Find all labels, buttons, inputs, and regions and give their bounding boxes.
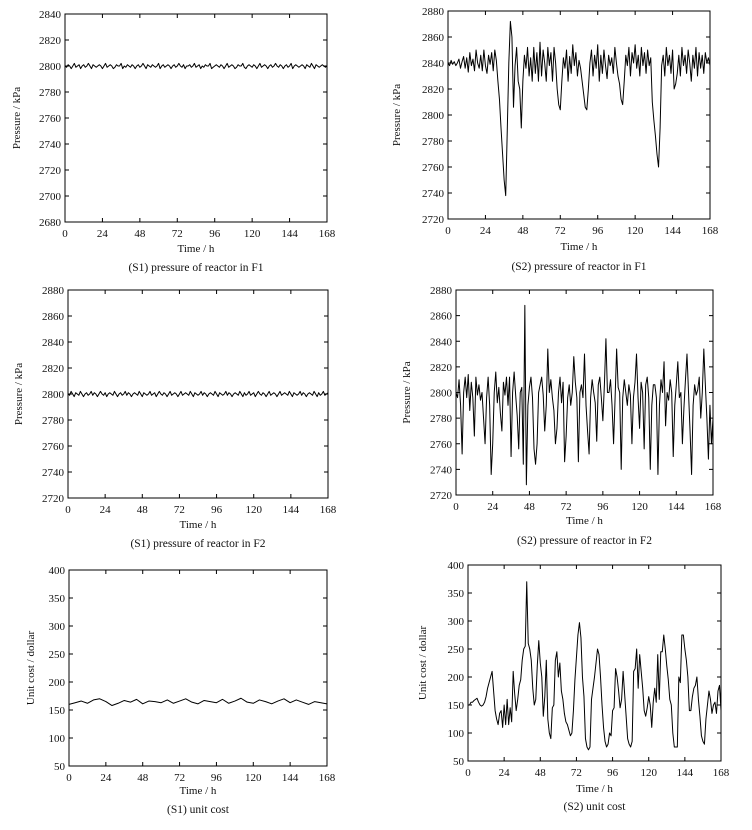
chart-caption: (S2) pressure of reactor in F1 [511, 261, 647, 273]
y-tick-label: 2700 [39, 191, 61, 203]
x-tick-label: 144 [676, 767, 694, 779]
y-tick-label: 2740 [422, 188, 444, 200]
chart-panel-s2-f1 [391, 6, 719, 273]
y-tick-label: 2800 [430, 387, 452, 400]
x-tick-label: 48 [137, 772, 149, 784]
y-tick-label: 2740 [39, 139, 61, 151]
x-tick-label: 0 [465, 767, 471, 779]
x-tick-label: 168 [704, 501, 722, 513]
x-tick-label: 24 [99, 504, 111, 516]
x-tick-label: 48 [136, 504, 148, 516]
series-line-s1-f1-0 [65, 63, 327, 68]
y-axis-title: Pressure / kPa [13, 362, 25, 426]
y-tick-label: 2820 [42, 363, 64, 375]
x-axis-title: Time / h [179, 785, 217, 797]
y-axis-title: Pressure / kPa [391, 83, 403, 147]
y-tick-label: 2840 [39, 9, 61, 21]
series-line-s2-f1-0 [448, 21, 710, 195]
y-tick-label: 2720 [430, 490, 452, 502]
y-tick-label: 2760 [42, 441, 64, 453]
x-tick-label: 96 [211, 504, 223, 516]
x-tick-label: 168 [712, 767, 730, 779]
x-tick-label: 120 [245, 504, 262, 516]
series-line-s1-cost-0 [69, 698, 327, 705]
y-tick-label: 200 [48, 677, 65, 689]
y-tick-label: 2880 [430, 285, 452, 297]
x-tick-label: 120 [626, 225, 644, 237]
chart-caption: (S2) unit cost [563, 801, 626, 813]
x-axis-title: Time / h [576, 783, 613, 795]
y-tick-label: 2720 [42, 493, 64, 505]
y-tick-label: 2800 [42, 389, 64, 401]
x-tick-label: 120 [640, 767, 657, 779]
x-tick-label: 48 [534, 767, 546, 779]
x-tick-label: 48 [134, 228, 146, 240]
y-tick-label: 350 [447, 588, 464, 600]
x-tick-label: 168 [318, 228, 336, 240]
y-axis-title: Pressure / kPa [11, 86, 23, 150]
y-tick-label: 350 [48, 593, 65, 605]
x-tick-label: 48 [517, 225, 529, 237]
chart-panel-s2-cost [417, 560, 730, 813]
plot-frame [448, 11, 710, 219]
y-tick-label: 50 [453, 756, 464, 768]
x-axis-title: Time / h [177, 243, 215, 255]
y-tick-label: 2820 [39, 35, 61, 47]
y-axis-title: Pressure / kPa [401, 361, 413, 424]
x-tick-label: 72 [560, 501, 572, 513]
x-tick-label: 72 [174, 772, 186, 784]
x-tick-label: 96 [607, 767, 619, 779]
x-tick-label: 0 [453, 501, 459, 513]
x-tick-label: 144 [282, 504, 300, 516]
y-tick-label: 250 [48, 649, 65, 661]
x-tick-label: 72 [570, 767, 582, 779]
x-tick-label: 24 [498, 767, 510, 779]
x-tick-label: 0 [66, 772, 72, 784]
y-tick-label: 2740 [42, 467, 64, 479]
y-tick-label: 400 [447, 560, 464, 572]
x-tick-label: 72 [173, 504, 185, 516]
y-tick-label: 2840 [42, 337, 64, 349]
chart-panel-s1-f2 [13, 285, 337, 550]
x-tick-label: 96 [210, 772, 222, 784]
x-tick-label: 120 [631, 501, 648, 513]
chart-caption: (S1) unit cost [167, 804, 229, 816]
x-tick-label: 168 [319, 504, 337, 516]
x-tick-label: 24 [96, 228, 108, 240]
y-tick-label: 100 [48, 733, 65, 745]
x-tick-label: 96 [592, 225, 604, 237]
chart-caption: (S1) pressure of reactor in F1 [128, 262, 264, 274]
series-line-s1-f2-0 [68, 391, 328, 396]
y-axis-title: Unit cost / dollar [25, 630, 37, 706]
y-tick-label: 2840 [430, 336, 452, 349]
plot-frame [69, 570, 327, 766]
x-axis-title: Time / h [560, 241, 598, 253]
series-line-s2-f2-0 [456, 305, 713, 484]
x-tick-label: 144 [664, 225, 681, 237]
x-tick-label: 24 [100, 772, 112, 784]
x-tick-label: 168 [701, 225, 719, 237]
x-tick-label: 96 [209, 228, 221, 240]
y-tick-label: 2760 [430, 438, 452, 451]
x-axis-title: Time / h [566, 515, 603, 527]
y-tick-label: 150 [48, 705, 65, 717]
y-tick-label: 2860 [422, 32, 444, 44]
chart-panel-s1-f1 [11, 9, 336, 274]
y-tick-label: 100 [447, 728, 464, 740]
plot-frame [65, 14, 327, 222]
y-tick-label: 2720 [422, 214, 444, 226]
x-tick-label: 168 [318, 772, 336, 784]
y-tick-label: 2860 [42, 311, 64, 323]
y-tick-label: 300 [447, 616, 464, 628]
y-tick-label: 2800 [422, 110, 444, 122]
y-tick-label: 300 [48, 621, 65, 633]
x-tick-label: 144 [668, 501, 685, 513]
x-axis-title: Time / h [179, 519, 217, 531]
chart-panel-s1-cost [25, 565, 336, 816]
y-tick-label: 2760 [39, 113, 61, 125]
y-tick-label: 2780 [430, 413, 452, 426]
plot-frame [468, 565, 721, 761]
chart-caption: (S1) pressure of reactor in F2 [130, 538, 266, 550]
y-tick-label: 2740 [430, 464, 452, 477]
y-tick-label: 2720 [39, 165, 61, 177]
y-tick-label: 250 [447, 644, 464, 656]
chart-panel-s2-f2 [401, 285, 722, 547]
y-tick-label: 50 [54, 761, 65, 773]
y-tick-label: 2780 [42, 415, 64, 427]
x-tick-label: 0 [65, 504, 71, 516]
series-line-s2-cost-0 [468, 582, 721, 750]
x-tick-label: 144 [281, 772, 299, 784]
y-tick-label: 2780 [422, 136, 444, 148]
y-tick-label: 2680 [39, 217, 61, 229]
x-tick-label: 72 [554, 225, 566, 237]
y-tick-label: 400 [48, 565, 65, 577]
x-tick-label: 0 [62, 228, 68, 240]
plot-frame [68, 290, 328, 498]
y-tick-label: 150 [447, 700, 464, 712]
x-tick-label: 72 [171, 228, 183, 240]
x-tick-label: 144 [281, 228, 298, 240]
y-axis-title: Unit cost / dollar [417, 625, 429, 701]
y-tick-label: 2860 [430, 310, 452, 323]
x-tick-label: 48 [523, 501, 535, 513]
y-tick-label: 2820 [422, 84, 444, 96]
x-tick-label: 120 [243, 228, 261, 240]
y-tick-label: 2840 [422, 58, 444, 70]
x-tick-label: 120 [245, 772, 262, 784]
y-tick-label: 2820 [430, 361, 452, 374]
y-tick-label: 200 [447, 672, 464, 684]
chart-caption: (S2) pressure of reactor in F2 [516, 535, 653, 547]
x-tick-label: 96 [597, 501, 609, 513]
y-tick-label: 2880 [422, 6, 444, 18]
y-tick-label: 2800 [39, 61, 61, 73]
x-tick-label: 0 [445, 225, 451, 237]
x-tick-label: 24 [479, 225, 491, 237]
y-tick-label: 2760 [422, 162, 444, 174]
y-tick-label: 2880 [42, 285, 64, 297]
y-tick-label: 2780 [39, 87, 61, 99]
x-tick-label: 24 [487, 501, 499, 513]
